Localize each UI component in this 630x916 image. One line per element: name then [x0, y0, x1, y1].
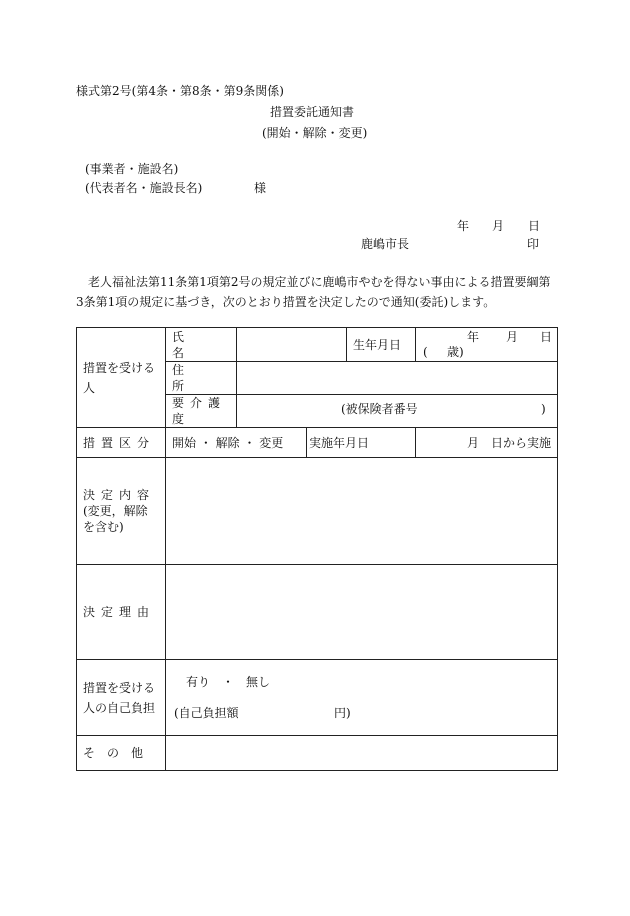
birth-date-field[interactable] [416, 328, 558, 362]
age-open: ( [423, 345, 428, 359]
self-burden-label-cell [77, 660, 166, 736]
address-value-field[interactable] [237, 362, 558, 395]
issuer-name: 鹿嶋市長 [361, 237, 410, 251]
insured-number-close: ) [541, 402, 546, 416]
address-label: 住 所 [166, 362, 237, 395]
care-level-label: 要介護度 [166, 395, 237, 428]
addressee-facility: (事業者・施設名) [85, 162, 179, 176]
implementation-date-field[interactable]: 月 日から実施 [416, 428, 558, 458]
decision-reason-field[interactable] [166, 565, 558, 660]
birth-year: 年 [467, 330, 480, 344]
measure-category-options[interactable]: 開始 ・ 解除 ・ 変更 [166, 428, 307, 458]
birth-date-label: 生年月日 [347, 328, 416, 362]
recipient-label-cell [77, 328, 166, 428]
name-value-field[interactable] [237, 328, 347, 362]
addressee-representative: (代表者名・施設長名) [85, 181, 203, 195]
decision-content-note: (変更，解除を含む) [83, 504, 148, 534]
implementation-date-label: 実施年月日 [307, 428, 416, 458]
insured-number-label: (被保険者番号 [341, 402, 418, 416]
self-burden-field[interactable] [166, 660, 558, 736]
body-paragraph: 老人福祉法第11条第1項第2号の規定並びに鹿嶋市やむを得ない事由による措置要綱第3条第1項の規定に基づき，次のとおり措置を決定したので通知(委託)します。 [76, 275, 551, 309]
form-number: 様式第2号(第4条・第8条・第9条関係) [76, 84, 284, 98]
name-label: 氏 名 [166, 328, 237, 362]
birth-day: 日 [540, 330, 553, 344]
addressee-honorific: 様 [254, 181, 267, 195]
recipient-label: 措置を受ける人 [83, 360, 156, 395]
birth-month: 月 [506, 330, 519, 344]
care-level-field[interactable] [237, 395, 558, 428]
other-field[interactable] [166, 736, 558, 771]
decision-content-label-cell [77, 458, 166, 565]
measure-category-label: 措置区分 [77, 428, 166, 458]
other-label: その他 [77, 736, 166, 771]
document-subtitle: (開始・解除・変更) [262, 126, 368, 140]
decision-content-field[interactable] [166, 458, 558, 565]
date-year: 年 [457, 219, 470, 233]
decision-reason-label: 決定理由 [77, 565, 166, 660]
notice-form-table [76, 327, 558, 771]
age-unit: 歳) [447, 345, 464, 359]
burden-amount-unit: 円) [334, 706, 351, 720]
date-month: 月 [492, 219, 505, 233]
date-day: 日 [528, 219, 541, 233]
decision-content-label: 決定内容 [83, 488, 156, 502]
burden-amount-label: (自己負担額 [174, 706, 239, 720]
burden-options[interactable]: 有り ・ 無し [186, 675, 271, 689]
self-burden-label: 措置を受ける人の自己負担 [83, 680, 156, 715]
issuer-seal: 印 [527, 237, 540, 251]
document-title: 措置委託通知書 [270, 105, 355, 119]
